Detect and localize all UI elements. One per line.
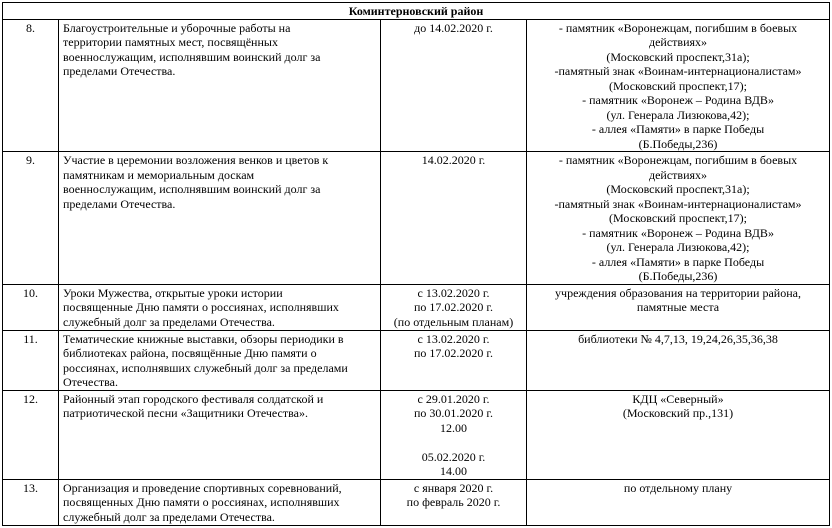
event-place-line: (Московский проспект,31а); bbox=[606, 182, 750, 196]
event-place-line: - памятник «Воронеж – Родина ВДВ» bbox=[582, 225, 774, 240]
event-description-line: Участие в церемонии возложения венков и цветов к bbox=[63, 153, 329, 167]
event-description-line: посвященных Дню памяти о россиянах, исполнявших bbox=[63, 495, 340, 509]
event-place-line: действиях» bbox=[649, 167, 708, 182]
event-description bbox=[59, 284, 381, 330]
event-description-line: Районный этап городского фестиваля солдатской и bbox=[63, 391, 324, 406]
event-place-line: - аллея «Памяти» в парке Победы bbox=[591, 254, 765, 269]
event-place-line: библиотеки № 4,7,13, 19,24,26,35,36,38 bbox=[578, 331, 778, 346]
event-description-line: патриотической песни «Защитники Отечества». bbox=[63, 406, 308, 420]
event-date-line: 14.00 bbox=[440, 464, 467, 478]
event-date-line: 12.00 bbox=[440, 420, 467, 435]
event-description-line: военнослужащим, исполнявшим воинский долг за bbox=[63, 49, 321, 64]
event-place bbox=[527, 390, 830, 479]
event-place-line: -памятный знак «Воинам-интернационалистам» bbox=[554, 64, 802, 78]
event-place bbox=[527, 152, 830, 285]
event-place-line: (Московский проспект,31а); bbox=[606, 49, 750, 64]
event-date-line: с 13.02.2020 г. bbox=[417, 285, 490, 300]
event-date-line: 05.02.2020 г. bbox=[421, 449, 486, 464]
event-description bbox=[59, 390, 381, 479]
table-row bbox=[3, 479, 830, 525]
event-date bbox=[381, 330, 527, 390]
event-date-line: по 17.02.2020 г. bbox=[414, 346, 493, 360]
event-place bbox=[527, 330, 830, 390]
event-description-line: служебный долг за пределами Отечества. bbox=[63, 509, 275, 524]
table-row bbox=[3, 284, 830, 330]
event-place-line: по отдельному плану bbox=[623, 480, 733, 495]
row-number: 10. bbox=[3, 284, 59, 330]
event-date-line: до 14.02.2020 г. bbox=[414, 20, 493, 35]
event-place-line: КДЦ «Северный» bbox=[632, 391, 724, 406]
event-place-line: - памятник «Воронежцам, погибшим в боевых bbox=[558, 153, 798, 167]
event-place-line: (Московский проспект,17); bbox=[609, 78, 747, 93]
event-place-line: - памятник «Воронежцам, погибшим в боевых bbox=[558, 20, 798, 35]
event-place-line: (ул. Генерала Лизюкова,42); bbox=[606, 107, 750, 122]
table-row bbox=[3, 330, 830, 390]
event-place-line: (ул. Генерала Лизюкова,42); bbox=[606, 240, 750, 254]
events-table bbox=[2, 2, 830, 526]
table-row bbox=[3, 152, 830, 285]
event-place bbox=[527, 19, 830, 152]
event-description-line: пределами Отечества. bbox=[63, 196, 176, 211]
event-date-line: по 30.01.2020 г. bbox=[414, 406, 493, 420]
event-description bbox=[59, 479, 381, 525]
row-number: 8. bbox=[3, 19, 59, 152]
event-description-line: военнослужащим, исполнявшим воинский долг за bbox=[63, 182, 321, 196]
row-number: 12. bbox=[3, 390, 59, 479]
event-description-line: пределами Отечества. bbox=[63, 64, 176, 78]
event-date-line: по февраль 2020 г. bbox=[406, 495, 501, 509]
district-header-row bbox=[3, 3, 830, 20]
event-place-line: - памятник «Воронеж – Родина ВДВ» bbox=[582, 93, 774, 107]
event-place-line: - аллея «Памяти» в парке Победы bbox=[591, 122, 765, 136]
event-date bbox=[381, 390, 527, 479]
event-date bbox=[381, 152, 527, 285]
event-description-line: Отечества. bbox=[63, 375, 119, 389]
event-date-line bbox=[385, 435, 522, 450]
event-description-line: памятникам и мемориальным доскам bbox=[63, 167, 255, 182]
event-place-line: действиях» bbox=[649, 35, 708, 49]
table-row bbox=[3, 19, 830, 152]
table-row bbox=[3, 390, 830, 479]
event-description-line: Тематические книжные выставки, обзоры периодики в bbox=[63, 331, 344, 346]
event-date-line: с 29.01.2020 г. bbox=[417, 391, 490, 406]
event-place-line: (Б.Победы,236) bbox=[638, 269, 718, 283]
event-date-line: с 13.02.2020 г. bbox=[417, 331, 490, 346]
event-date-line: (по отдельным планам) bbox=[393, 314, 514, 329]
event-place bbox=[527, 479, 830, 525]
event-place-line: учреждения образования на территории района, bbox=[555, 285, 801, 300]
event-description-line: библиотеках района, посвящённые Дню памяти о bbox=[63, 346, 317, 360]
event-description-line: Организация и проведение спортивных соревнований, bbox=[63, 480, 342, 495]
event-description-line: служебный долг за пределами Отечества. bbox=[63, 314, 275, 329]
event-place-line: (Б.Победы,236) bbox=[638, 136, 718, 151]
event-description-line: посвященные Дню памяти о россиянах, исполнявших bbox=[63, 300, 339, 314]
event-date-line: 14.02.2020 г. bbox=[421, 153, 486, 167]
event-description-line: территории памятных мест, посвящённых bbox=[63, 35, 278, 49]
event-description-line: россиянах, исполнявших служебный долг за пределами bbox=[63, 360, 348, 375]
event-description-line: Благоустроительные и уборочные работы на bbox=[63, 20, 291, 35]
event-description bbox=[59, 19, 381, 152]
event-description bbox=[59, 330, 381, 390]
event-date bbox=[381, 479, 527, 525]
district-title: Коминтерновский район bbox=[3, 3, 830, 20]
event-place-line: памятные места bbox=[636, 300, 720, 314]
event-place-line: (Московский проспект,17); bbox=[609, 211, 747, 225]
event-place-line: -памятный знак «Воинам-интернационалистам» bbox=[554, 196, 802, 211]
row-number: 9. bbox=[3, 152, 59, 285]
events-table-body bbox=[3, 3, 830, 526]
event-description-line: Уроки Мужества, открытые уроки истории bbox=[63, 285, 283, 300]
event-description bbox=[59, 152, 381, 285]
event-date-line: с января 2020 г. bbox=[413, 480, 494, 495]
row-number: 13. bbox=[3, 479, 59, 525]
event-date-line: по 17.02.2020 г. bbox=[414, 300, 493, 314]
event-date bbox=[381, 19, 527, 152]
event-date bbox=[381, 284, 527, 330]
event-place bbox=[527, 284, 830, 330]
row-number: 11. bbox=[3, 330, 59, 390]
event-place-line: (Московский пр.,131) bbox=[622, 406, 734, 420]
